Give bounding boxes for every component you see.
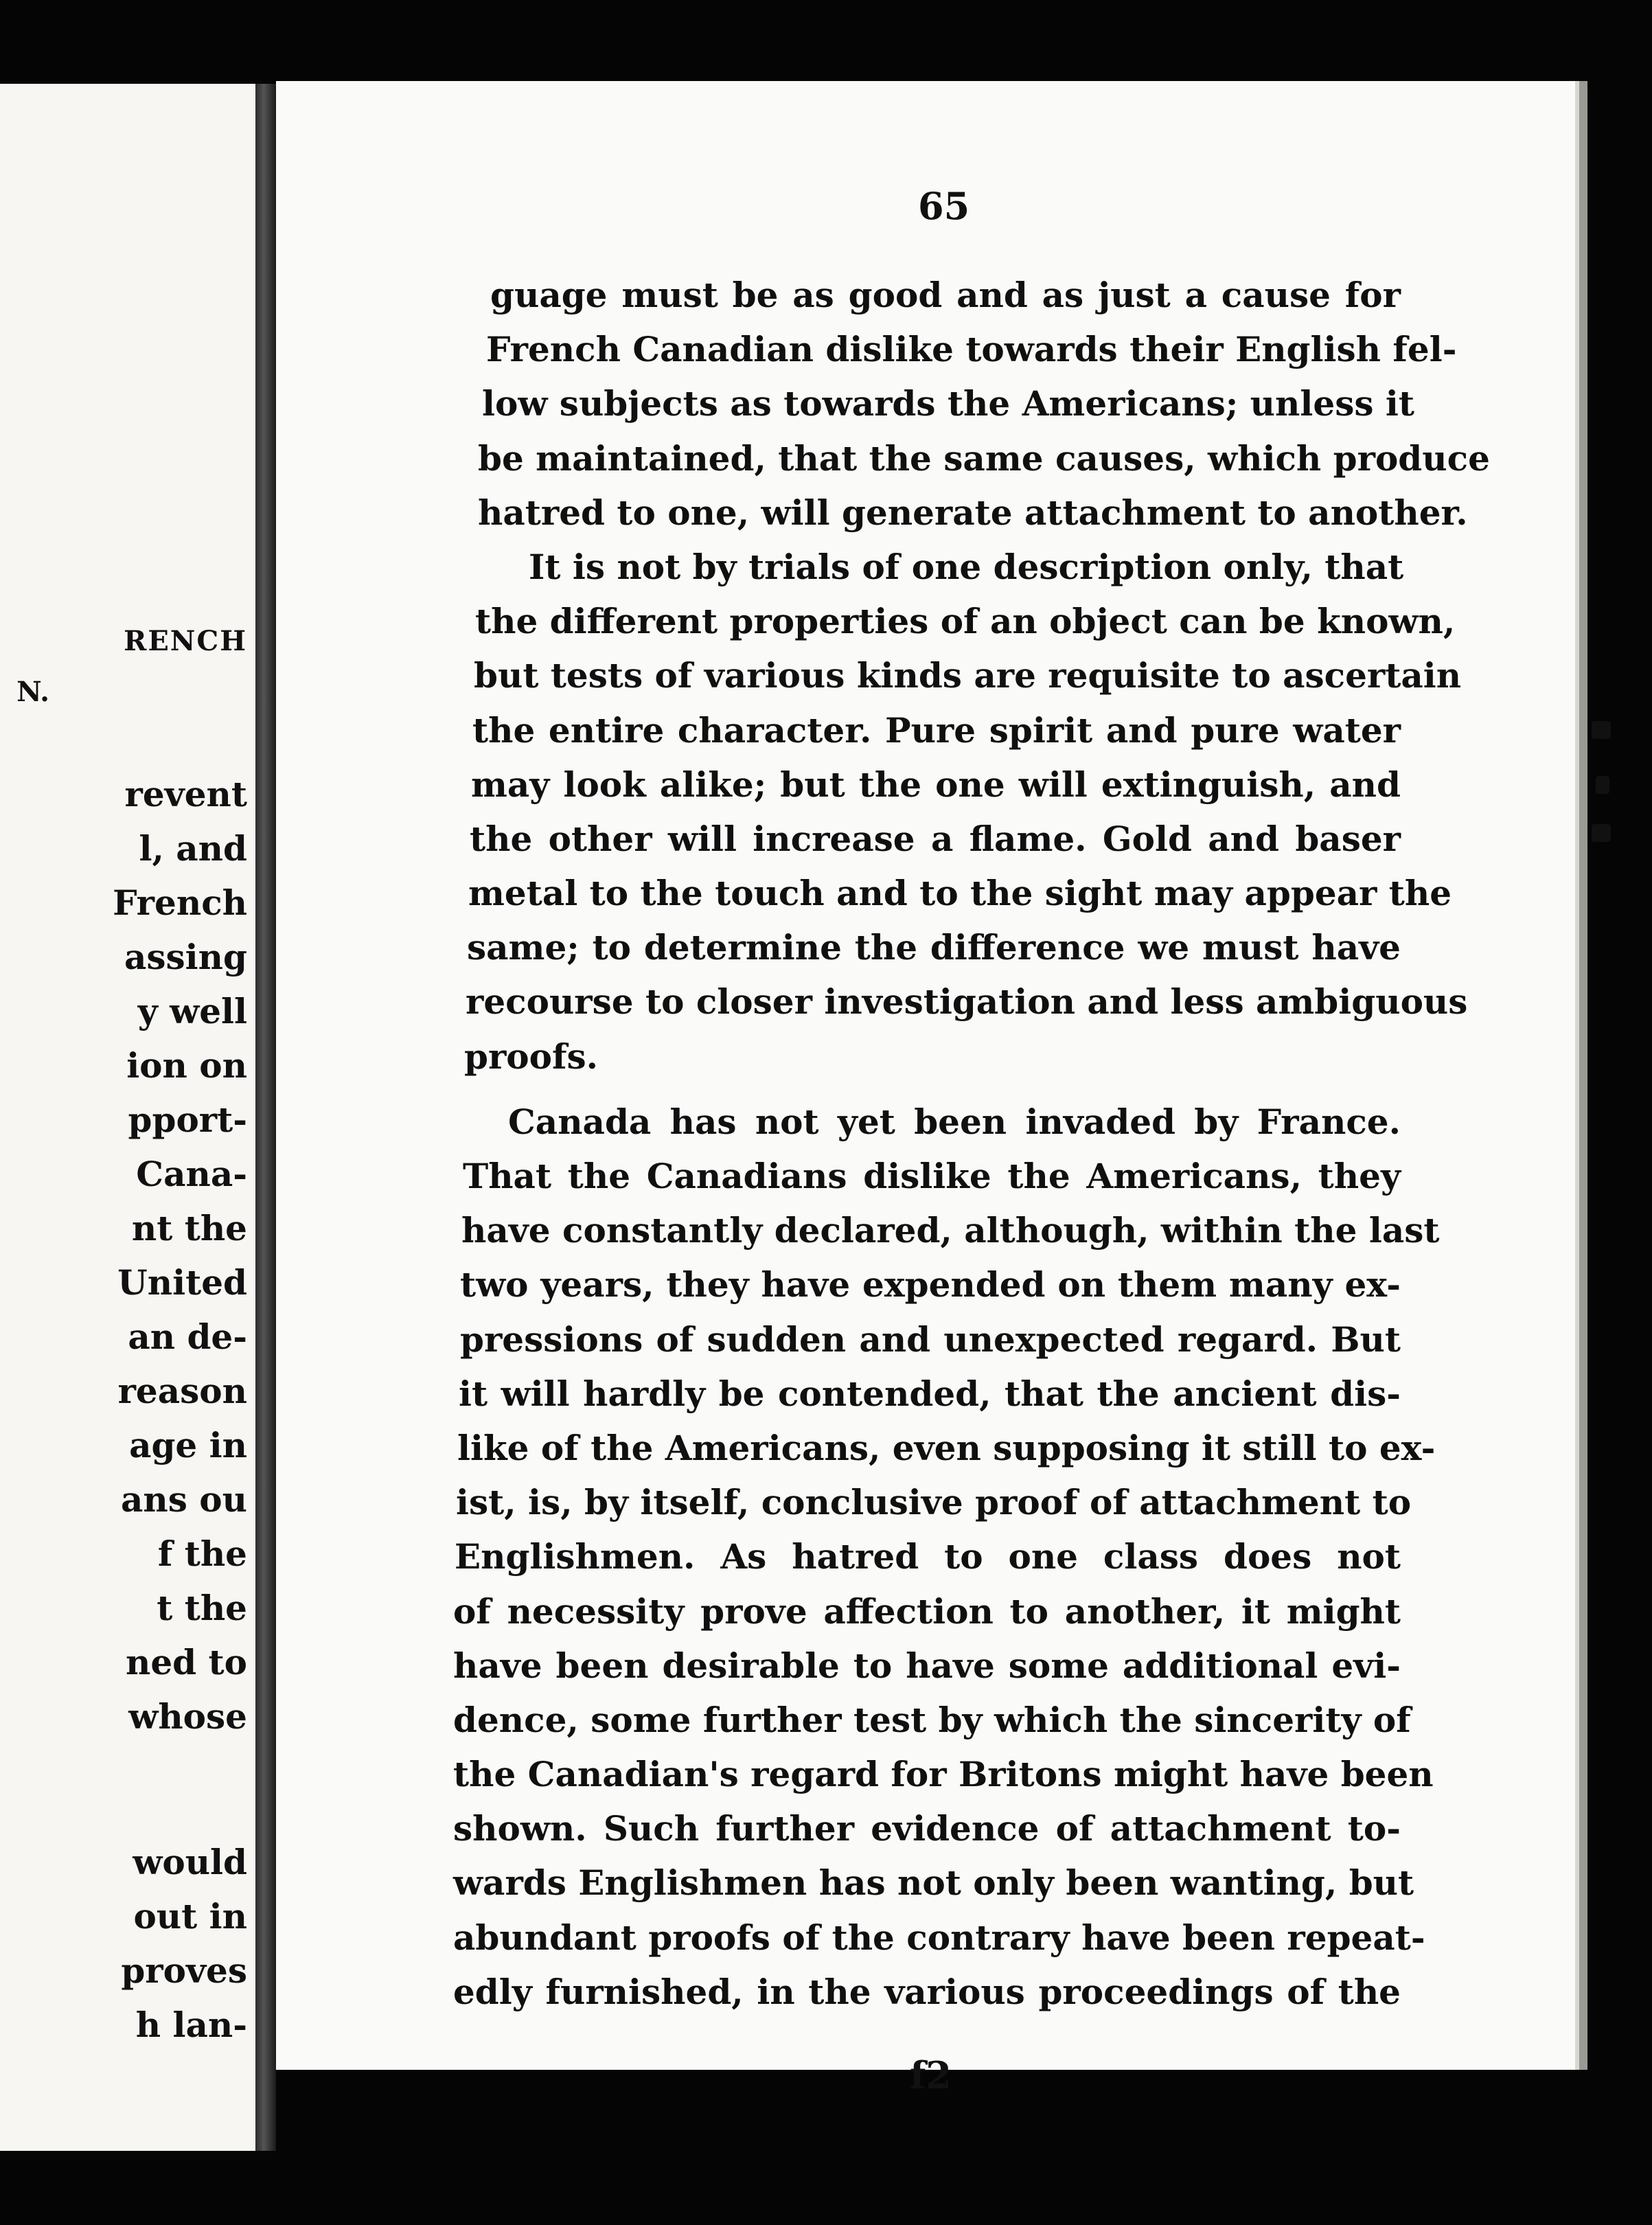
text-line: it will hardly be contended, that the ancient dis- xyxy=(459,1373,1401,1414)
text-line: guage must be as good and as just a cause for xyxy=(490,275,1401,315)
left-line: t the xyxy=(157,1588,247,1628)
left-line: out in xyxy=(133,1896,247,1937)
left-line: French xyxy=(113,882,247,923)
left-line: h lan- xyxy=(135,2005,247,2045)
text-line: have been desirable to have some additional evi- xyxy=(453,1645,1401,1686)
text-line: of necessity prove affection to another, it might xyxy=(453,1590,1401,1632)
binding-mark xyxy=(1592,824,1611,842)
left-line: reason xyxy=(117,1371,247,1411)
left-line: an de- xyxy=(128,1316,247,1357)
text-line: recourse to closer investigation and less ambiguous xyxy=(466,981,1468,1023)
left-line: ans ou xyxy=(120,1479,247,1520)
page-number: 65 xyxy=(918,184,970,228)
left-line: N. xyxy=(16,676,49,708)
text-line: Englishmen. As hatred to one class does not xyxy=(455,1536,1401,1577)
text-line: be maintained, that the same causes, which produce xyxy=(478,437,1490,479)
text-line: may look alike; but the one will extinguish, and xyxy=(471,764,1401,805)
text-line: metal to the touch and to the sight may appear the xyxy=(468,873,1452,914)
text-line: ist, is, by itself, conclusive proof of attachment to xyxy=(456,1482,1412,1523)
left-line: United xyxy=(117,1262,247,1303)
text-line: shown. Such further evidence of attachment to- xyxy=(453,1808,1401,1849)
left-line: y well xyxy=(137,991,247,1031)
left-line: age in xyxy=(129,1425,247,1465)
text-line: abundant proofs of the contrary have been repeat- xyxy=(453,1917,1425,1958)
left-line: f the xyxy=(157,1533,247,1574)
text-line: like of the Americans, even supposing it still to ex- xyxy=(457,1427,1436,1468)
text-line: Canada has not yet been invaded by France. xyxy=(508,1101,1401,1142)
left-line: would xyxy=(133,1842,247,1882)
text-line: proofs. xyxy=(464,1036,599,1077)
text-line: edly furnished, in the various proceedings of the xyxy=(453,1971,1401,2012)
left-line: ned to xyxy=(126,1642,247,1682)
left-line: assing xyxy=(124,937,247,977)
left-line: proves xyxy=(121,1950,247,1991)
left-line: whose xyxy=(128,1696,247,1737)
left-line: ion on xyxy=(126,1045,247,1086)
text-line: the entire character. Pure spirit and pure water xyxy=(472,709,1401,751)
text-line: dence, some further test by which the sincerity of xyxy=(453,1699,1411,1740)
left-line: RENCH xyxy=(124,625,247,657)
signature-mark: f2 xyxy=(910,2053,952,2097)
text-line: the other will increase a flame. Gold and baser xyxy=(470,818,1401,859)
text-line: have constantly declared, although, within the last xyxy=(461,1210,1440,1251)
left-line: revent xyxy=(124,774,247,814)
left-line: l, and xyxy=(139,828,247,869)
text-line: two years, they have expended on them many ex- xyxy=(460,1264,1401,1305)
text-line: That the Canadians dislike the Americans, they xyxy=(463,1156,1401,1196)
left-line: nt the xyxy=(131,1208,247,1248)
text-line: pressions of sudden and unexpected regard. But xyxy=(460,1319,1401,1360)
left-page xyxy=(0,84,255,2151)
text-line: hatred to one, will generate attachment to another. xyxy=(478,492,1468,533)
binding-mark xyxy=(1592,721,1611,739)
text-line: the Canadian's regard for Britons might have been xyxy=(453,1754,1434,1795)
text-line: French Canadian dislike towards their English fel- xyxy=(486,329,1457,370)
book-gutter xyxy=(255,84,276,2151)
text-line: but tests of various kinds are requisite to ascertain xyxy=(474,655,1462,696)
body-text xyxy=(453,268,1490,2019)
text-line: It is not by trials of one description only, that xyxy=(529,546,1404,587)
binding-mark xyxy=(1596,776,1609,794)
left-line: Cana- xyxy=(136,1154,247,1194)
text-line: low subjects as towards the Americans; unless it xyxy=(482,383,1414,424)
page-edge xyxy=(1579,81,1587,2070)
left-line: pport- xyxy=(128,1099,247,1140)
text-line: the different properties of an object can be known, xyxy=(475,601,1456,642)
text-line: same; to determine the difference we must have xyxy=(467,927,1401,968)
text-line: wards Englishmen has not only been wanting, but xyxy=(453,1862,1414,1904)
